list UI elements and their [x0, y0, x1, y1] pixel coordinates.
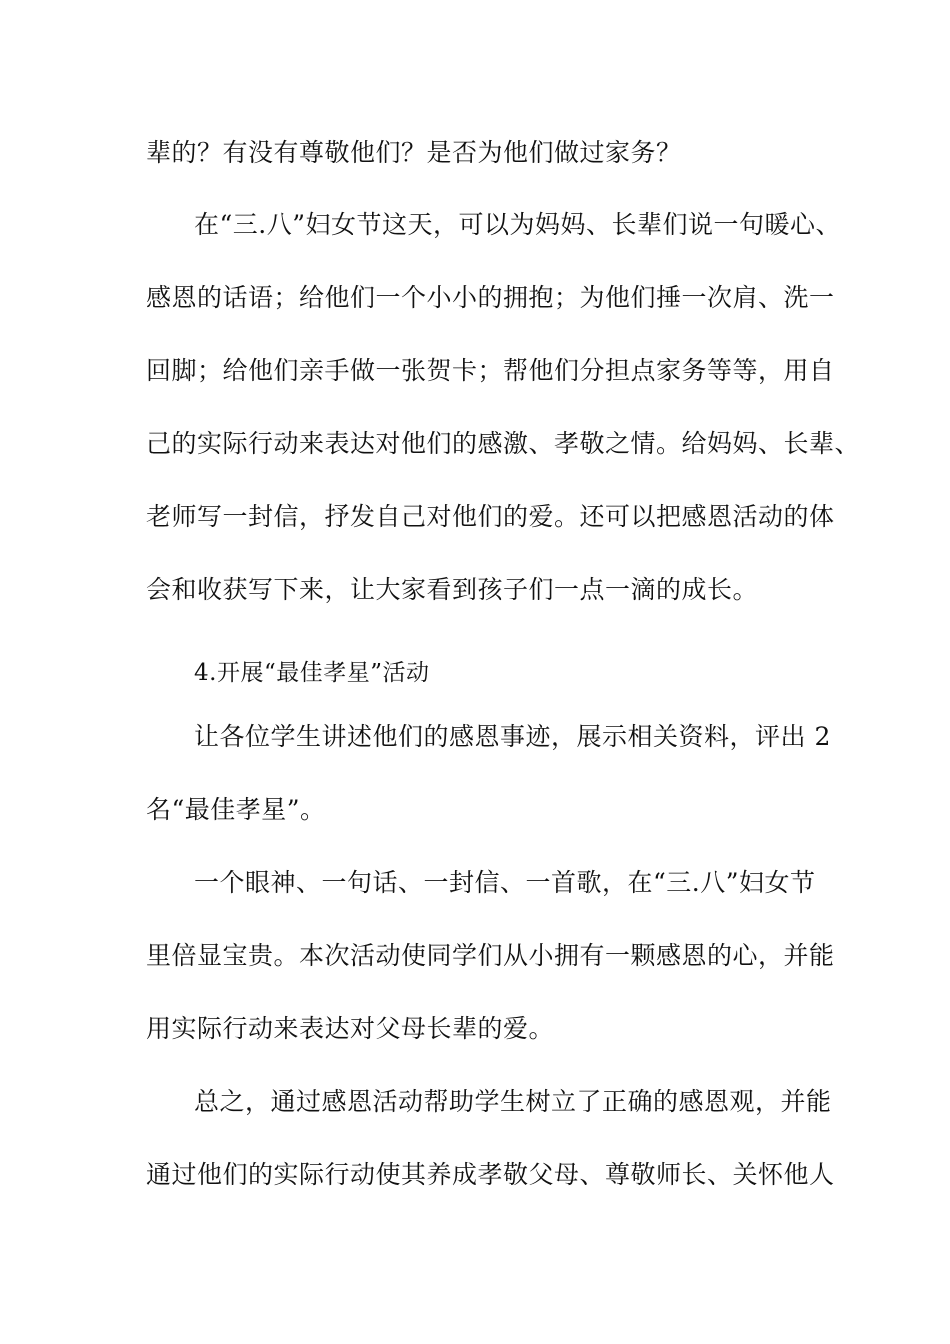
paragraph-line: 感恩的话语；给他们一个小小的拥抱；为他们捶一次肩、洗一: [146, 283, 835, 312]
paragraph-line: 总之，通过感恩活动帮助学生树立了正确的感恩观，并能: [194, 1087, 832, 1116]
paragraph-line: 辈的？有没有尊敬他们？是否为他们做过家务？: [146, 138, 682, 167]
section-heading: 4.开展“最佳孝星”活动: [194, 660, 430, 686]
paragraph-line: 己的实际行动来表达对他们的感激、孝敬之情。给妈妈、长辈、: [146, 429, 861, 458]
paragraph-line: 一个眼神、一句话、一封信、一首歌，在“三.八”妇女节: [194, 868, 816, 897]
paragraph-line: 在“三.八”妇女节这天，可以为妈妈、长辈们说一句暖心、: [194, 210, 842, 239]
paragraph-line: 老师写一封信，抒发自己对他们的爱。还可以把感恩活动的体: [146, 502, 835, 531]
paragraph-line: 会和收获写下来，让大家看到孩子们一点一滴的成长。: [146, 575, 759, 604]
paragraph-line: 用实际行动来表达对父母长辈的爱。: [146, 1014, 555, 1043]
paragraph-line: 名“最佳孝星”。: [146, 795, 326, 824]
paragraph-line: 让各位学生讲述他们的感恩事迹，展示相关资料，评出 2: [194, 722, 831, 751]
paragraph-line: 里倍显宝贵。本次活动使同学们从小拥有一颗感恩的心，并能: [146, 941, 835, 970]
paragraph-line: 通过他们的实际行动使其养成孝敬父母、尊敬师长、关怀他人: [146, 1160, 835, 1189]
paragraph-line: 回脚；给他们亲手做一张贺卡；帮他们分担点家务等等，用自: [146, 356, 835, 385]
